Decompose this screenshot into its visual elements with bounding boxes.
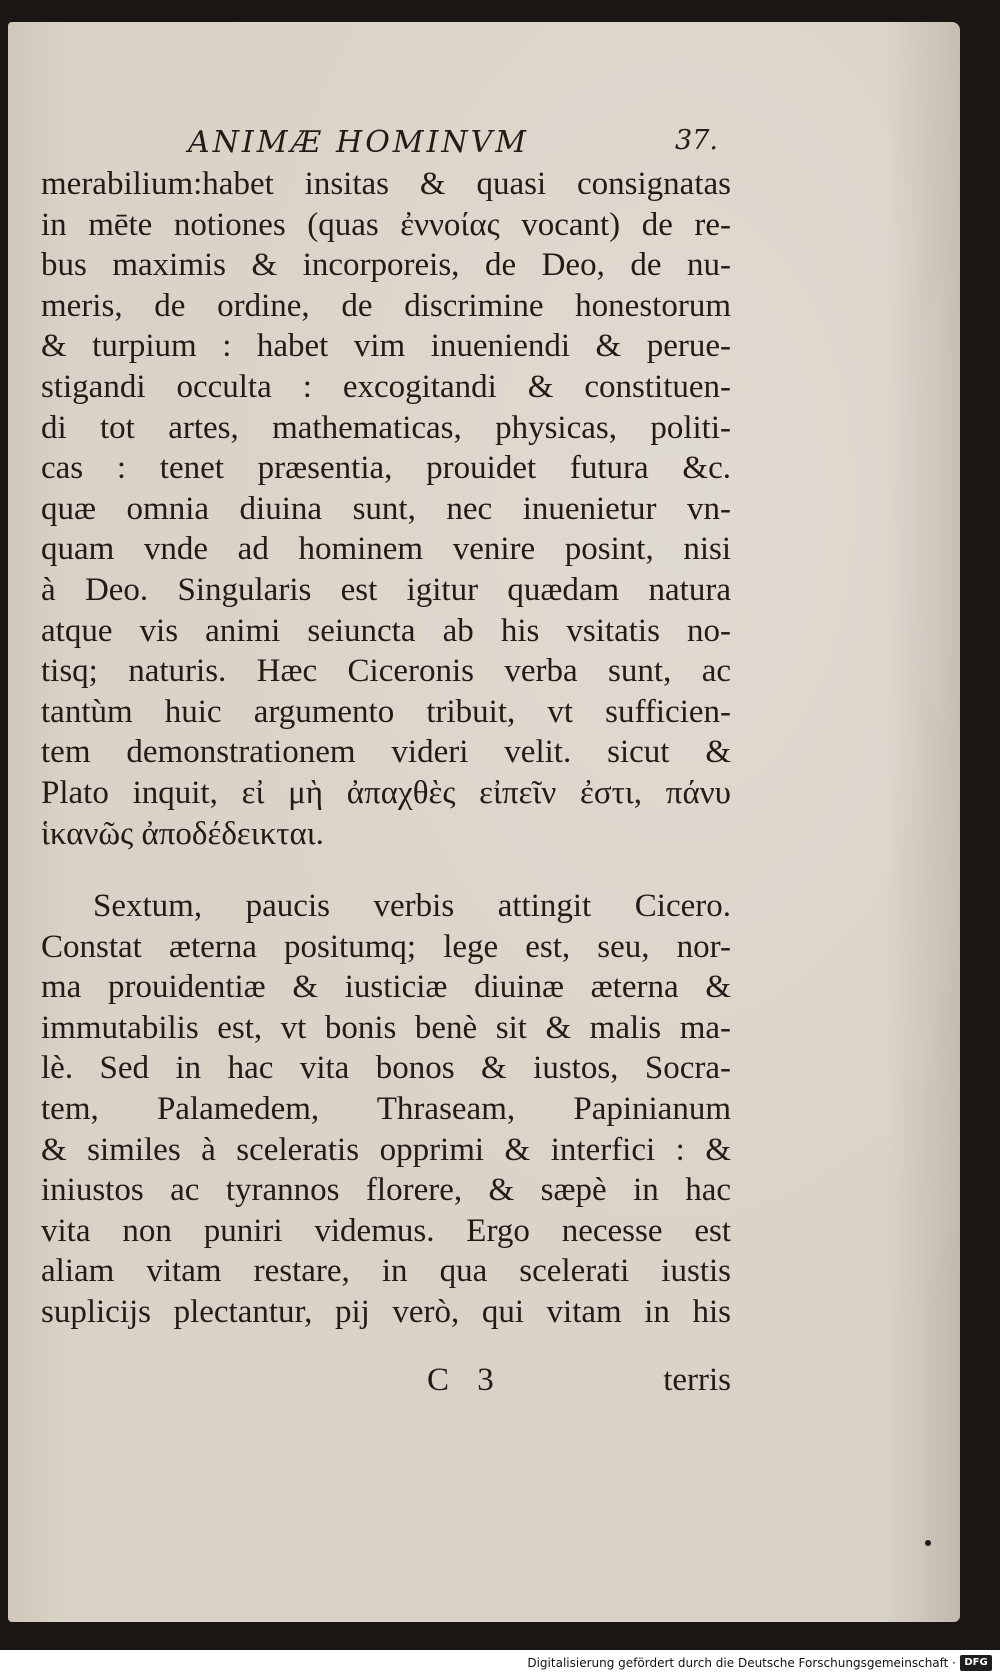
text-line: quam vnde ad hominem venire posint, nisi <box>41 531 731 568</box>
running-head: ANIMÆ HOMINVM <box>188 125 530 160</box>
text-line: quæ omnia diuina sunt, nec inuenietur vn- <box>41 490 731 527</box>
funding-notice: Digitalisierung gefördert durch die Deutsche Forschungsgemeinschaft · <box>527 1656 956 1670</box>
text-line: Plato inquit, εἰ μὴ ἀπαχθὲς εἰπεῖν ἐστι, πάνυ <box>41 774 731 811</box>
text-line: meris, de ordine, de discrimine honestorum <box>41 287 731 324</box>
text-line: tem demonstrationem videri velit. sicut & <box>41 734 731 771</box>
paragraph-gap <box>41 854 731 886</box>
text-line: iniustos ac tyrannos florere, & sæpè in hac <box>41 1172 731 1209</box>
signature-mark: C 3 <box>427 1362 504 1398</box>
page-number: 37. <box>675 125 718 156</box>
text-line: tantùm huic argumento tribuit, vt sufficien- <box>41 693 731 730</box>
text-line: tem, Palamedem, Thraseam, Papinianum <box>41 1091 731 1128</box>
text-line: bus maximis & incorporeis, de Deo, de nu- <box>41 247 731 284</box>
catchword: terris <box>663 1362 731 1398</box>
text-line: merabilium:habet insitas & quasi consignatas <box>41 166 731 202</box>
text-line: immutabilis est, vt bonis benè sit & malis ma- <box>41 1009 731 1046</box>
text-line: di tot artes, mathematicas, physicas, politi- <box>41 409 731 446</box>
text-line: stigandi occulta : excogitandi & constituen- <box>41 368 731 405</box>
text-line: vita non puniri videmus. Ergo necesse est <box>41 1212 731 1249</box>
text-line: tisq; naturis. Hæc Ciceronis verba sunt, ac <box>41 653 731 690</box>
text-line: à Deo. Singularis est igitur quædam natura <box>41 571 731 608</box>
text-line: suplicijs plectantur, pij verò, qui vitam in his <box>41 1294 731 1331</box>
page-footer <box>41 1362 731 1402</box>
dfg-logo: DFG <box>960 1655 992 1671</box>
funding-footer <box>0 1650 1000 1678</box>
text-line: ma prouidentiæ & iusticiæ diuinæ æterna & <box>41 969 731 1006</box>
ink-speck <box>925 1540 931 1546</box>
page-header <box>188 125 718 165</box>
paragraph-1 <box>41 164 731 854</box>
text-line: & similes à sceleratis opprimi & interfici : & <box>41 1131 731 1168</box>
text-line: atque vis animi seiuncta ab his vsitatis no- <box>41 612 731 649</box>
text-line: Constat æterna positumq; lege est, seu, nor- <box>41 928 731 965</box>
body-text <box>41 164 731 1333</box>
text-line: cas : tenet præsentia, prouidet futura &c. <box>41 450 731 487</box>
text-line: aliam vitam restare, in qua scelerati iustis <box>41 1253 731 1290</box>
text-line: in mēte notiones (quas ἐννοίας vocant) de re- <box>41 206 731 243</box>
paragraph-2 <box>41 886 731 1333</box>
book-page <box>8 22 960 1622</box>
text-line: Sextum, paucis verbis attingit Cicero. <box>93 888 731 925</box>
text-line: ἱκανῶς ἀποδέδεικται. <box>41 815 324 852</box>
text-line: & turpium : habet vim inueniendi & perue- <box>41 328 731 365</box>
text-line: lè. Sed in hac vita bonos & iustos, Socra- <box>41 1050 731 1087</box>
